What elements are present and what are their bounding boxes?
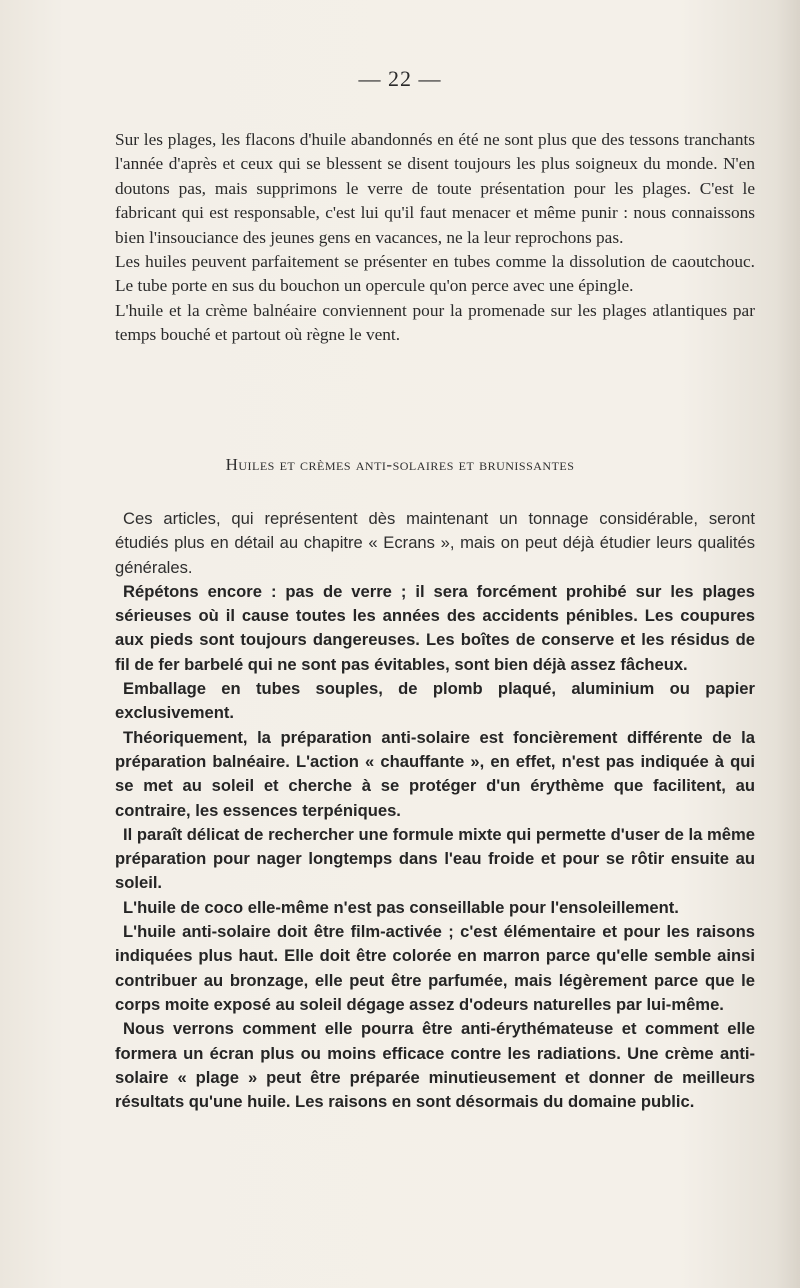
paragraph: Nous verrons comment elle pourra être anti-érythémateuse et comment elle formera un écran plus ou moins efficace contre les radiations. Une crème anti-solaire « plage » peut être préparée minutieusement et donner de meilleurs résultats qu'une huile. Les raisons en sont désormais du domaine public. (115, 1019, 755, 1112)
paragraph: Théoriquement, la préparation anti-solaire est foncièrement différente de la préparation balnéaire. L'action « chauffante », en effet, n'est pas indiquée à qui se met au soleil et cherche à se protéger d'un érythème que facilitent, au contraire, les essences terpéniques. (115, 727, 755, 820)
section-heading (0, 455, 800, 475)
paragraph: Sur les plages, les flacons d'huile abandonnés en été ne sont plus que des tessons tranchants l'année d'après et ceux qui se blessent se disent toujours les plus soigneux du monde. N'en doutons pas, mais supprimons le verre de toute présentation pour les plages. C'est le fabricant qui est responsable, c'est lui qu'il faut menacer et même punir : nous connaissons bien l'insouciance des jeunes gens en vacances, ne la leur reprochons pas. (115, 130, 755, 247)
section-heading-text: Huiles et crèmes anti-solaires et brunissantes (225, 455, 575, 474)
paragraph: Les huiles peuvent parfaitement se présenter en tubes comme la dissolution de caoutchouc. Le tube porte en sus du bouchon un opercule qu'on perce avec une épingle. (115, 252, 755, 296)
paragraph: Ces articles, qui représentent dès maintenant un tonnage considérable, seront étudiés plus en détail au chapitre « Ecrans », mais on peut déjà étudier leurs qualités générales. (115, 509, 755, 577)
paragraph: L'huile anti-solaire doit être film-activée ; c'est élémentaire et pour les raisons indiquées plus haut. Elle doit être colorée en marron parce qu'elle semble ainsi contribuer au bronzage, elle peut être parfumée, mais légèrement parce que le corps moite exposé au soleil dégage assez d'odeurs naturelles par lui-même. (115, 922, 755, 1014)
paragraph: Il paraît délicat de rechercher une formule mixte qui permette d'user de la même préparation pour nager longtemps dans l'eau froide et pour se rôtir ensuite au soleil. (115, 824, 755, 893)
paragraph: L'huile et la crème balnéaire conviennent pour la promenade sur les plages atlantiques par temps bouché et partout où règne le vent. (115, 300, 755, 345)
intro-text (115, 128, 755, 348)
section-text (115, 507, 755, 1114)
paragraph: L'huile de coco elle-même n'est pas conseillable pour l'ensoleillement. (123, 897, 679, 917)
paragraph: Emballage en tubes souples, de plomb plaqué, aluminium ou papier exclusivement. (115, 679, 755, 723)
page-number: — 22 — (358, 66, 442, 91)
paragraph: Répétons encore : pas de verre ; il sera forcément prohibé sur les plages sérieuses où il cause toutes les années des accidents pénibles. Les coupures aux pieds sont toujours dangereuses. Les boîtes de conserve et les résidus de fil de fer barbelé qui ne sont pas évitables, sont bien déjà assez fâcheux. (115, 581, 755, 674)
